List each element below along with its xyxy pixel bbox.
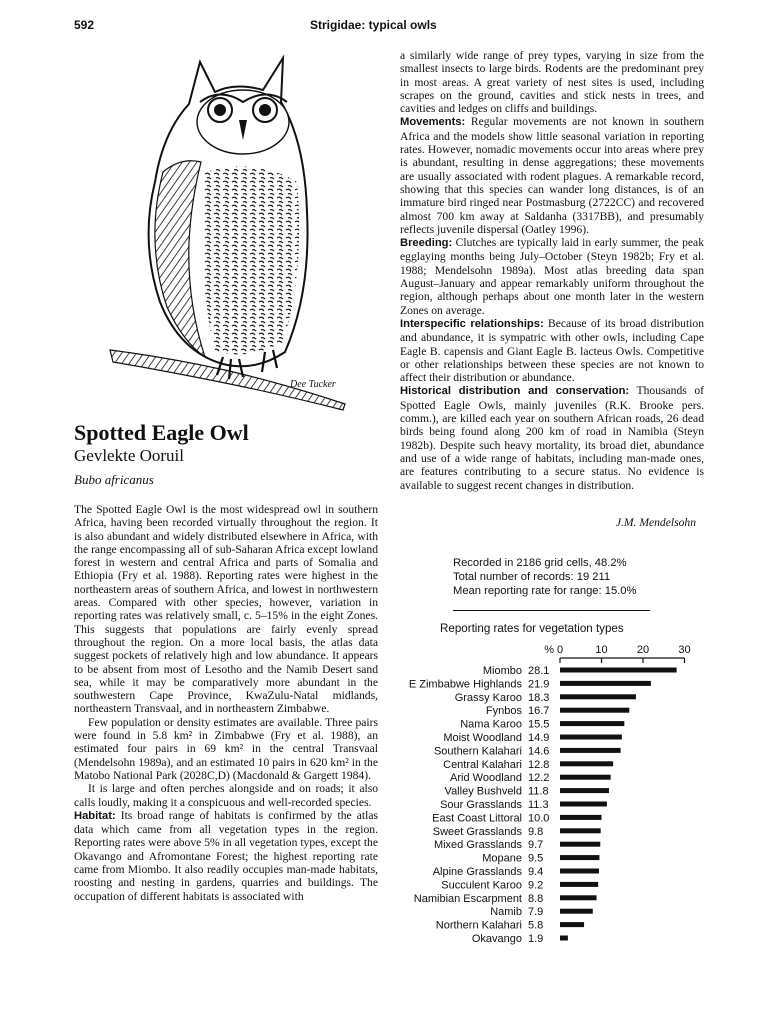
value-label: 9.2 <box>528 879 544 892</box>
category-label: Southern Kalahari <box>433 745 522 758</box>
bar <box>560 869 599 874</box>
species-afrikaans-name: Gevlekte Ooruil <box>74 446 184 465</box>
value-label: 11.8 <box>528 785 549 798</box>
bar <box>560 922 584 927</box>
bar <box>560 775 611 780</box>
value-label: 9.5 <box>528 852 544 865</box>
bar <box>560 681 651 686</box>
bar <box>560 815 602 820</box>
breeding-text: Clutches are typically laid in early summer, the peak egglaying months being July–October (Steyn 1982b; Fry et al. 1988; Mendelsohn 1989a). Most atlas breeding data span August–January and appear remarkably uniform throughout the region, although perhaps about one month later in the western Zones on average. <box>400 236 704 317</box>
interspecific-text: Because of its broad distribution and abundance, it is sympatric with other owls, including Cape Eagle B. capensis and Giant Eagle B. lacteus Owls. Competitive or other relationships between these species are not known to affect their distribution or abundance. <box>400 316 705 385</box>
continuation-paragraph: a similarly wide range of prey types, varying in size from the smallest insects to large birds. Rodents are the predominant prey in most areas. A great variety of nest sites is used, including scrapes on the ground, cavities and stick nests in trees, and cavities and ledges on cliffs and buildings. <box>400 49 704 116</box>
stats-mean-rate: Mean reporting rate for range: 15.0% <box>453 585 637 597</box>
value-label: 16.7 <box>528 705 550 718</box>
category-label: Sweet Grasslands <box>432 825 522 838</box>
bar <box>560 694 636 699</box>
artist-signature: Dee Tucker <box>290 379 336 390</box>
vegetation-bar-chart <box>380 636 710 948</box>
category-label: Succulent Karoo <box>441 879 522 892</box>
value-label: 8.8 <box>528 892 544 905</box>
historical-text: Thousands of Spotted Eagle Owls, mainly juveniles (R.K. Brooke pers. comm.), are killed each year on southern African roads, 26 dead birds being found along 200 km of road in Namibia (Steyn 1982b). Despite such heavy mortality, its broad diet, abundance and use of a wide range of habitats, including man-made ones, are features contributing to a secure status. No evidence is available to suggest recent changes in distribution. <box>400 384 704 492</box>
category-label: Moist Woodland <box>443 732 522 744</box>
category-label: Namibian Escarpment <box>413 892 522 905</box>
chart-title: Reporting rates for vegetation types <box>440 622 624 635</box>
stats-grid-cells: Recorded in 2186 grid cells, 48.2% <box>453 557 627 569</box>
right-column <box>400 49 704 492</box>
author-name: J.M. Mendelsohn <box>615 516 696 529</box>
value-label: 1.9 <box>528 933 544 945</box>
bar <box>560 855 599 860</box>
interspecific-heading: Interspecific relationships: <box>400 317 544 330</box>
owl-illustration <box>105 52 350 412</box>
left-column <box>74 503 378 903</box>
value-label: 11.3 <box>528 799 549 811</box>
category-label: E Zimbabwe Highlands <box>408 678 522 691</box>
bar <box>560 842 600 847</box>
category-label: Alpine Grasslands <box>432 866 522 878</box>
category-label: Northern Kalahari <box>435 919 522 932</box>
value-label: 14.9 <box>528 732 550 744</box>
bar <box>560 788 609 793</box>
bar <box>560 761 613 766</box>
x-tick-label: 30 <box>678 644 691 656</box>
value-label: 12.2 <box>528 772 550 785</box>
category-label: Okavango <box>471 933 522 945</box>
page-number: 592 <box>74 18 95 32</box>
x-tick-label: 0 <box>556 644 564 656</box>
bar <box>560 668 677 673</box>
value-label: 9.8 <box>528 825 544 838</box>
value-label: 5.8 <box>528 919 544 932</box>
habitat-text: Its broad range of habitats is confirmed by the atlas data which came from all vegetation types in the region. Reporting rates were above 5% in all vegetation types, except the Okavango and Afromontane Forest; the highest reporting rate came from Miombo. It also readily occupies man-made habitats, roosting and nesting in gardens, quarries and buildings. The occupation of different habitats is associated with <box>74 808 378 903</box>
conspicuous-paragraph: It is large and often perches alongside and on roads; it also calls loudly, making it a conspicuous and well-recorded species. <box>74 782 378 809</box>
stats-total-records: Total number of records: 19 211 <box>453 571 611 583</box>
intro-paragraph: The Spotted Eagle Owl is the most widespread owl in southern Africa, having been recorded virtually throughout the region. It is also abundant and widely distributed elsewhere in Africa, with the range encompassing all of sub-Saharan Africa except lowland forest in western and central Africa and parts of Somalia and Ethiopia (Fry et al. 1988). Reporting rates were highest in the northeastern areas of southern Africa, and lowest in northwestern areas. Compared with other species, however, variation in reporting rates was relatively small, c. 5–15% in the eight Zones. This suggests that populations are fairly evenly spread throughout the region. On a more local basis, the atlas data suggest pockets of relatively high and low abundance. It appears to be absent from most of Lesotho and the Namib Desert sand sea, while it may be comparatively more abundant in the southwestern Cape Province, KwaZulu-Natal midlands, northeastern Transvaal, and in northeastern Zimbabwe. <box>74 503 378 716</box>
value-label: 15.5 <box>528 718 550 731</box>
movements-heading: Movements: <box>400 116 466 129</box>
breeding-heading: Breeding: <box>400 237 453 250</box>
category-label: Miombo <box>482 665 522 677</box>
stats-block <box>453 556 636 598</box>
stats-divider <box>453 610 650 611</box>
value-label: 14.6 <box>528 745 550 758</box>
breeding-paragraph <box>400 236 704 317</box>
category-label: Central Kalahari <box>443 758 522 771</box>
running-title: Strigidae: typical owls <box>310 18 437 32</box>
category-label: Namib <box>490 906 522 919</box>
x-tick-label: 10 <box>595 644 608 656</box>
historical-paragraph <box>400 384 704 491</box>
value-label: 18.3 <box>528 691 550 704</box>
x-tick-label: 20 <box>636 644 650 656</box>
bar <box>560 735 622 740</box>
category-label: Mopane <box>482 852 522 865</box>
habitat-heading: Habitat: <box>74 809 116 822</box>
habitat-paragraph <box>74 809 378 903</box>
category-label: Arid Woodland <box>450 772 522 785</box>
category-label: Grassy Karoo <box>454 691 522 704</box>
historical-heading: Historical distribution and conservation: <box>400 385 630 398</box>
value-label: 9.7 <box>528 839 544 852</box>
category-label: Fynbos <box>485 705 522 718</box>
bar <box>560 802 607 807</box>
bar <box>560 895 597 900</box>
category-label: Valley Bushveld <box>444 785 522 798</box>
bar <box>560 708 629 713</box>
movements-paragraph <box>400 115 704 236</box>
bar <box>560 828 601 833</box>
bar <box>560 909 593 914</box>
category-label: Nama Karoo <box>460 718 522 731</box>
species-scientific-name: Bubo africanus <box>74 472 154 487</box>
axis-label-percent: % <box>544 644 554 656</box>
interspecific-paragraph <box>400 317 704 384</box>
category-label: East Coast Littoral <box>432 812 522 825</box>
category-label: Sour Grasslands <box>440 799 522 811</box>
bar <box>560 882 598 887</box>
value-label: 9.4 <box>528 866 544 878</box>
population-paragraph: Few population or density estimates are available. Three pairs were found in 5.8 km² in Zimbabwe (Fry et al. 1988), an estimated four pairs in 69 km² in the central Transvaal (Mendelsohn 1989a), and an estimated 10 pairs in 620 km² in the Matobo National Park (2028C,D) (Macdonald & Gargett 1984). <box>74 715 378 782</box>
value-label: 28.1 <box>528 665 550 677</box>
value-label: 7.9 <box>528 906 544 919</box>
bar <box>560 748 621 753</box>
species-english-name: Spotted Eagle Owl <box>74 420 249 445</box>
movements-text: Regular movements are not known in southern Africa and the models show little seasonal variation in reporting rates. However, nomadic movements occur into areas where prey is abundant, resulting in dense aggregations; these movements are usually associated with rodent plagues. A remarkable record, showing that this species can wander long distances, is of an immature bird ringed near Postmasburg (2722CC) and recovered almost 700 km away at Saldanha (3317BB), and presumably reflects juvenile dispersal (Oatley 1996). <box>400 115 704 236</box>
bar <box>560 721 624 726</box>
value-label: 10.0 <box>528 812 550 825</box>
value-label: 12.8 <box>528 758 550 771</box>
value-label: 21.9 <box>528 678 550 691</box>
category-label: Mixed Grasslands <box>433 839 522 852</box>
bar <box>560 936 568 941</box>
